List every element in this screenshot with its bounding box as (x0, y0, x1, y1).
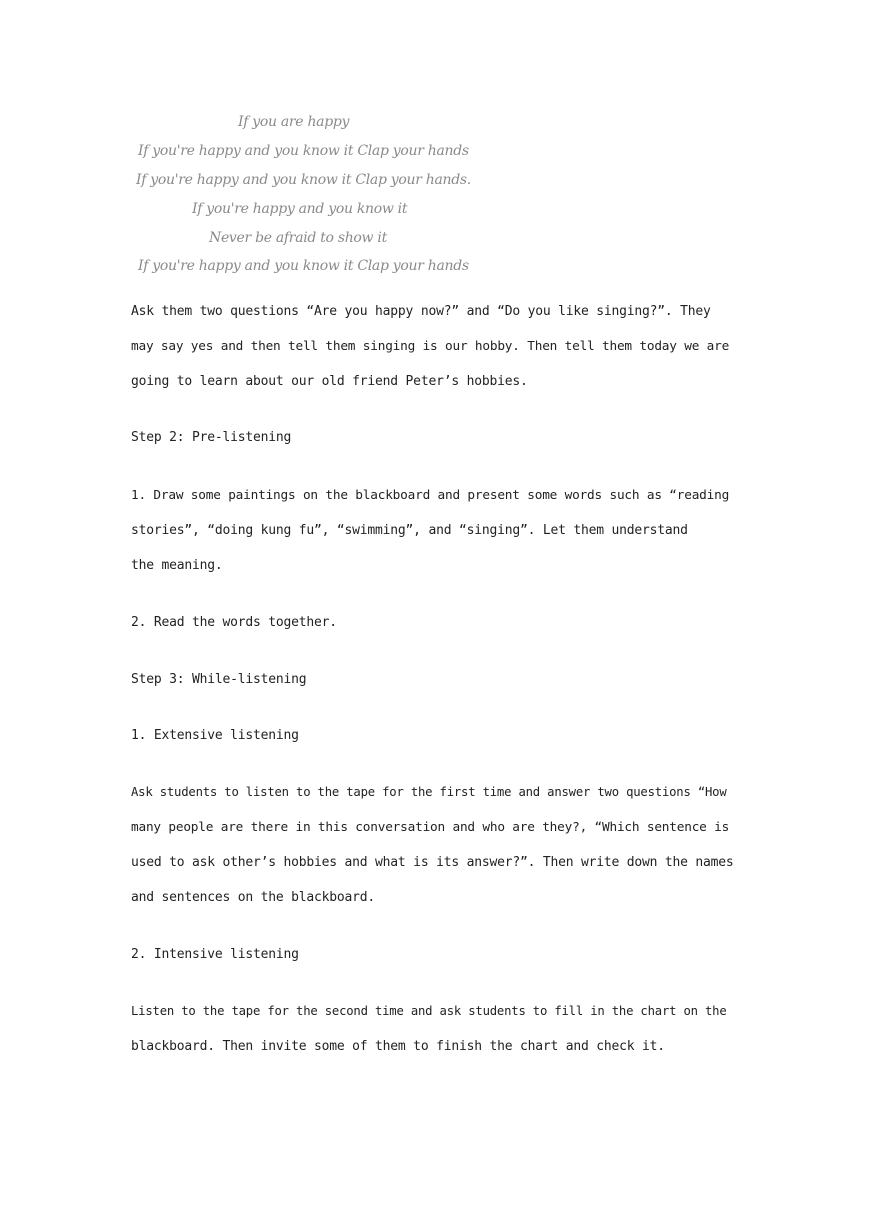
song-line: If you're happy and you know it (192, 201, 408, 217)
intro-line-1: Ask them two questions “Are you happy now?” and “Do you like singing?”. They (131, 304, 711, 319)
step3-item1-line-2: many people are there in this conversation and who are they?, “Which sentence is (131, 820, 730, 835)
step2-item1-line-2: stories”, “doing kung fu”, “swimming”, and “singing”. Let them understand (131, 523, 688, 538)
song-line: If you're happy and you know it Clap your hands. (136, 172, 471, 188)
step2-item2: 2. Read the words together. (131, 615, 337, 630)
step3-item1-line-1: Ask students to listen to the tape for the first time and answer two questions “How (131, 785, 727, 799)
step3-item1-line-4: and sentences on the blackboard. (131, 890, 376, 905)
step3-item1-heading: 1. Extensive listening (131, 728, 299, 743)
song-title: If you are happy (238, 114, 350, 130)
step3-heading: Step 3: While-listening (131, 672, 307, 687)
song-line: If you're happy and you know it Clap your hands (138, 143, 469, 159)
step3-item2-heading: 2. Intensive listening (131, 947, 299, 962)
intro-line-3: going to learn about our old friend Peter’s hobbies. (131, 374, 528, 389)
step3-item2-line-2: blackboard. Then invite some of them to finish the chart and check it. (131, 1039, 665, 1054)
step2-item1-line-3: the meaning. (131, 558, 223, 573)
song-line: If you're happy and you know it Clap your hands (138, 258, 469, 274)
intro-line-2: may say yes and then tell them singing is our hobby. Then tell them today we are (131, 339, 730, 354)
song-line: Never be afraid to show it (209, 230, 387, 246)
step2-item1-line-1: 1. Draw some paintings on the blackboard and present some words such as “reading (131, 488, 730, 503)
step2-heading: Step 2: Pre-listening (131, 430, 292, 445)
step3-item1-line-3: used to ask other’s hobbies and what is its answer?”. Then write down the names (131, 855, 734, 870)
song-lyrics-image (134, 110, 471, 280)
step3-item2-line-1: Listen to the tape for the second time and ask students to fill in the chart on the (131, 1004, 727, 1018)
